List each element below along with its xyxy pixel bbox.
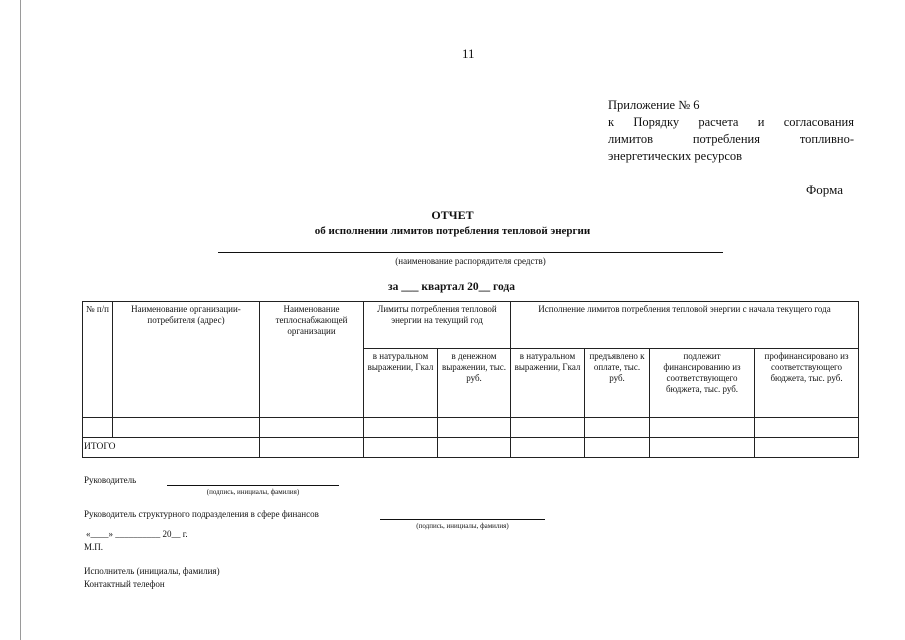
- subheader-billed: предъявлено к оплате, тыс. руб.: [585, 349, 650, 418]
- appendix-line-2: к Порядку расчета и согласования: [608, 115, 854, 129]
- table-cell: [83, 418, 113, 438]
- quarter-line: за ___ квартал 20__ года: [388, 281, 515, 293]
- table-cell: [585, 438, 650, 458]
- subheader-to-finance: подлежит финансированию из соответствующего бюджета, тыс. руб.: [650, 349, 755, 418]
- header-execution: Исполнение лимитов потребления тепловой энергии с начала текущего года: [511, 302, 859, 349]
- table-cell: [364, 418, 438, 438]
- date-line: «____» __________ 20__ г.: [86, 529, 188, 539]
- finance-signature-caption: (подпись, инициалы, фамилия): [416, 522, 509, 530]
- table-cell: [650, 438, 755, 458]
- head-signature-caption: (подпись, инициалы, фамилия): [206, 488, 300, 496]
- appendix-line-3: лимитов потребления топливно-: [608, 132, 854, 146]
- head-signature-label: Руководитель: [84, 475, 137, 485]
- page-number: 11: [462, 46, 475, 61]
- appendix-line-1: Приложение № 6: [608, 98, 700, 112]
- subheader-limit-money: в денежном выражении, тыс. руб.: [438, 349, 511, 418]
- table-cell: [438, 418, 511, 438]
- header-organization: Наименование организации-потребителя (адрес): [113, 302, 260, 418]
- appendix-line-4: энергетических ресурсов: [608, 149, 743, 163]
- total-row: [83, 438, 859, 458]
- header-num: № п/п: [83, 302, 113, 418]
- table-cell: [260, 438, 364, 458]
- table-cell: [438, 438, 511, 458]
- header-supplier: Наименование теплоснабжающей организации: [260, 302, 364, 418]
- stamp-label: М.П.: [84, 542, 104, 552]
- total-label: ИТОГО: [83, 438, 260, 458]
- header-limits: Лимиты потребления тепловой энергии на текущий год: [364, 302, 511, 349]
- finance-signature-line: [380, 519, 545, 520]
- table-row: [83, 418, 859, 438]
- report-table: [82, 301, 859, 458]
- table-cell: [113, 418, 260, 438]
- report-title: ОТЧЕТ: [431, 208, 474, 222]
- form-label: Форма: [806, 182, 843, 197]
- manager-name-line: [218, 252, 723, 253]
- subheader-limit-natural: в натуральном выражении, Гкал: [364, 349, 438, 418]
- table-cell: [755, 438, 859, 458]
- appendix-header: [608, 97, 854, 165]
- table-cell: [650, 418, 755, 438]
- scan-edge: [20, 0, 21, 640]
- table-cell: [364, 438, 438, 458]
- phone-label: Контактный телефон: [84, 579, 165, 589]
- table-cell: [511, 418, 585, 438]
- finance-signature-label: Руководитель структурного подразделения в сфере финансов: [84, 509, 319, 519]
- subheader-exec-natural: в натуральном выражении, Гкал: [511, 349, 585, 418]
- table-cell: [755, 418, 859, 438]
- manager-name-caption: (наименование распорядителя средств): [395, 256, 546, 266]
- table-header-row: [83, 302, 859, 349]
- table-cell: [585, 418, 650, 438]
- table-cell: [511, 438, 585, 458]
- executor-label: Исполнитель (инициалы, фамилия): [84, 566, 220, 576]
- head-signature-line: [167, 485, 339, 486]
- table-cell: [260, 418, 364, 438]
- report-subtitle: об исполнении лимитов потребления тепловой энергии: [314, 225, 591, 237]
- subheader-financed: профинансировано из соответствующего бюджета, тыс. руб.: [755, 349, 859, 418]
